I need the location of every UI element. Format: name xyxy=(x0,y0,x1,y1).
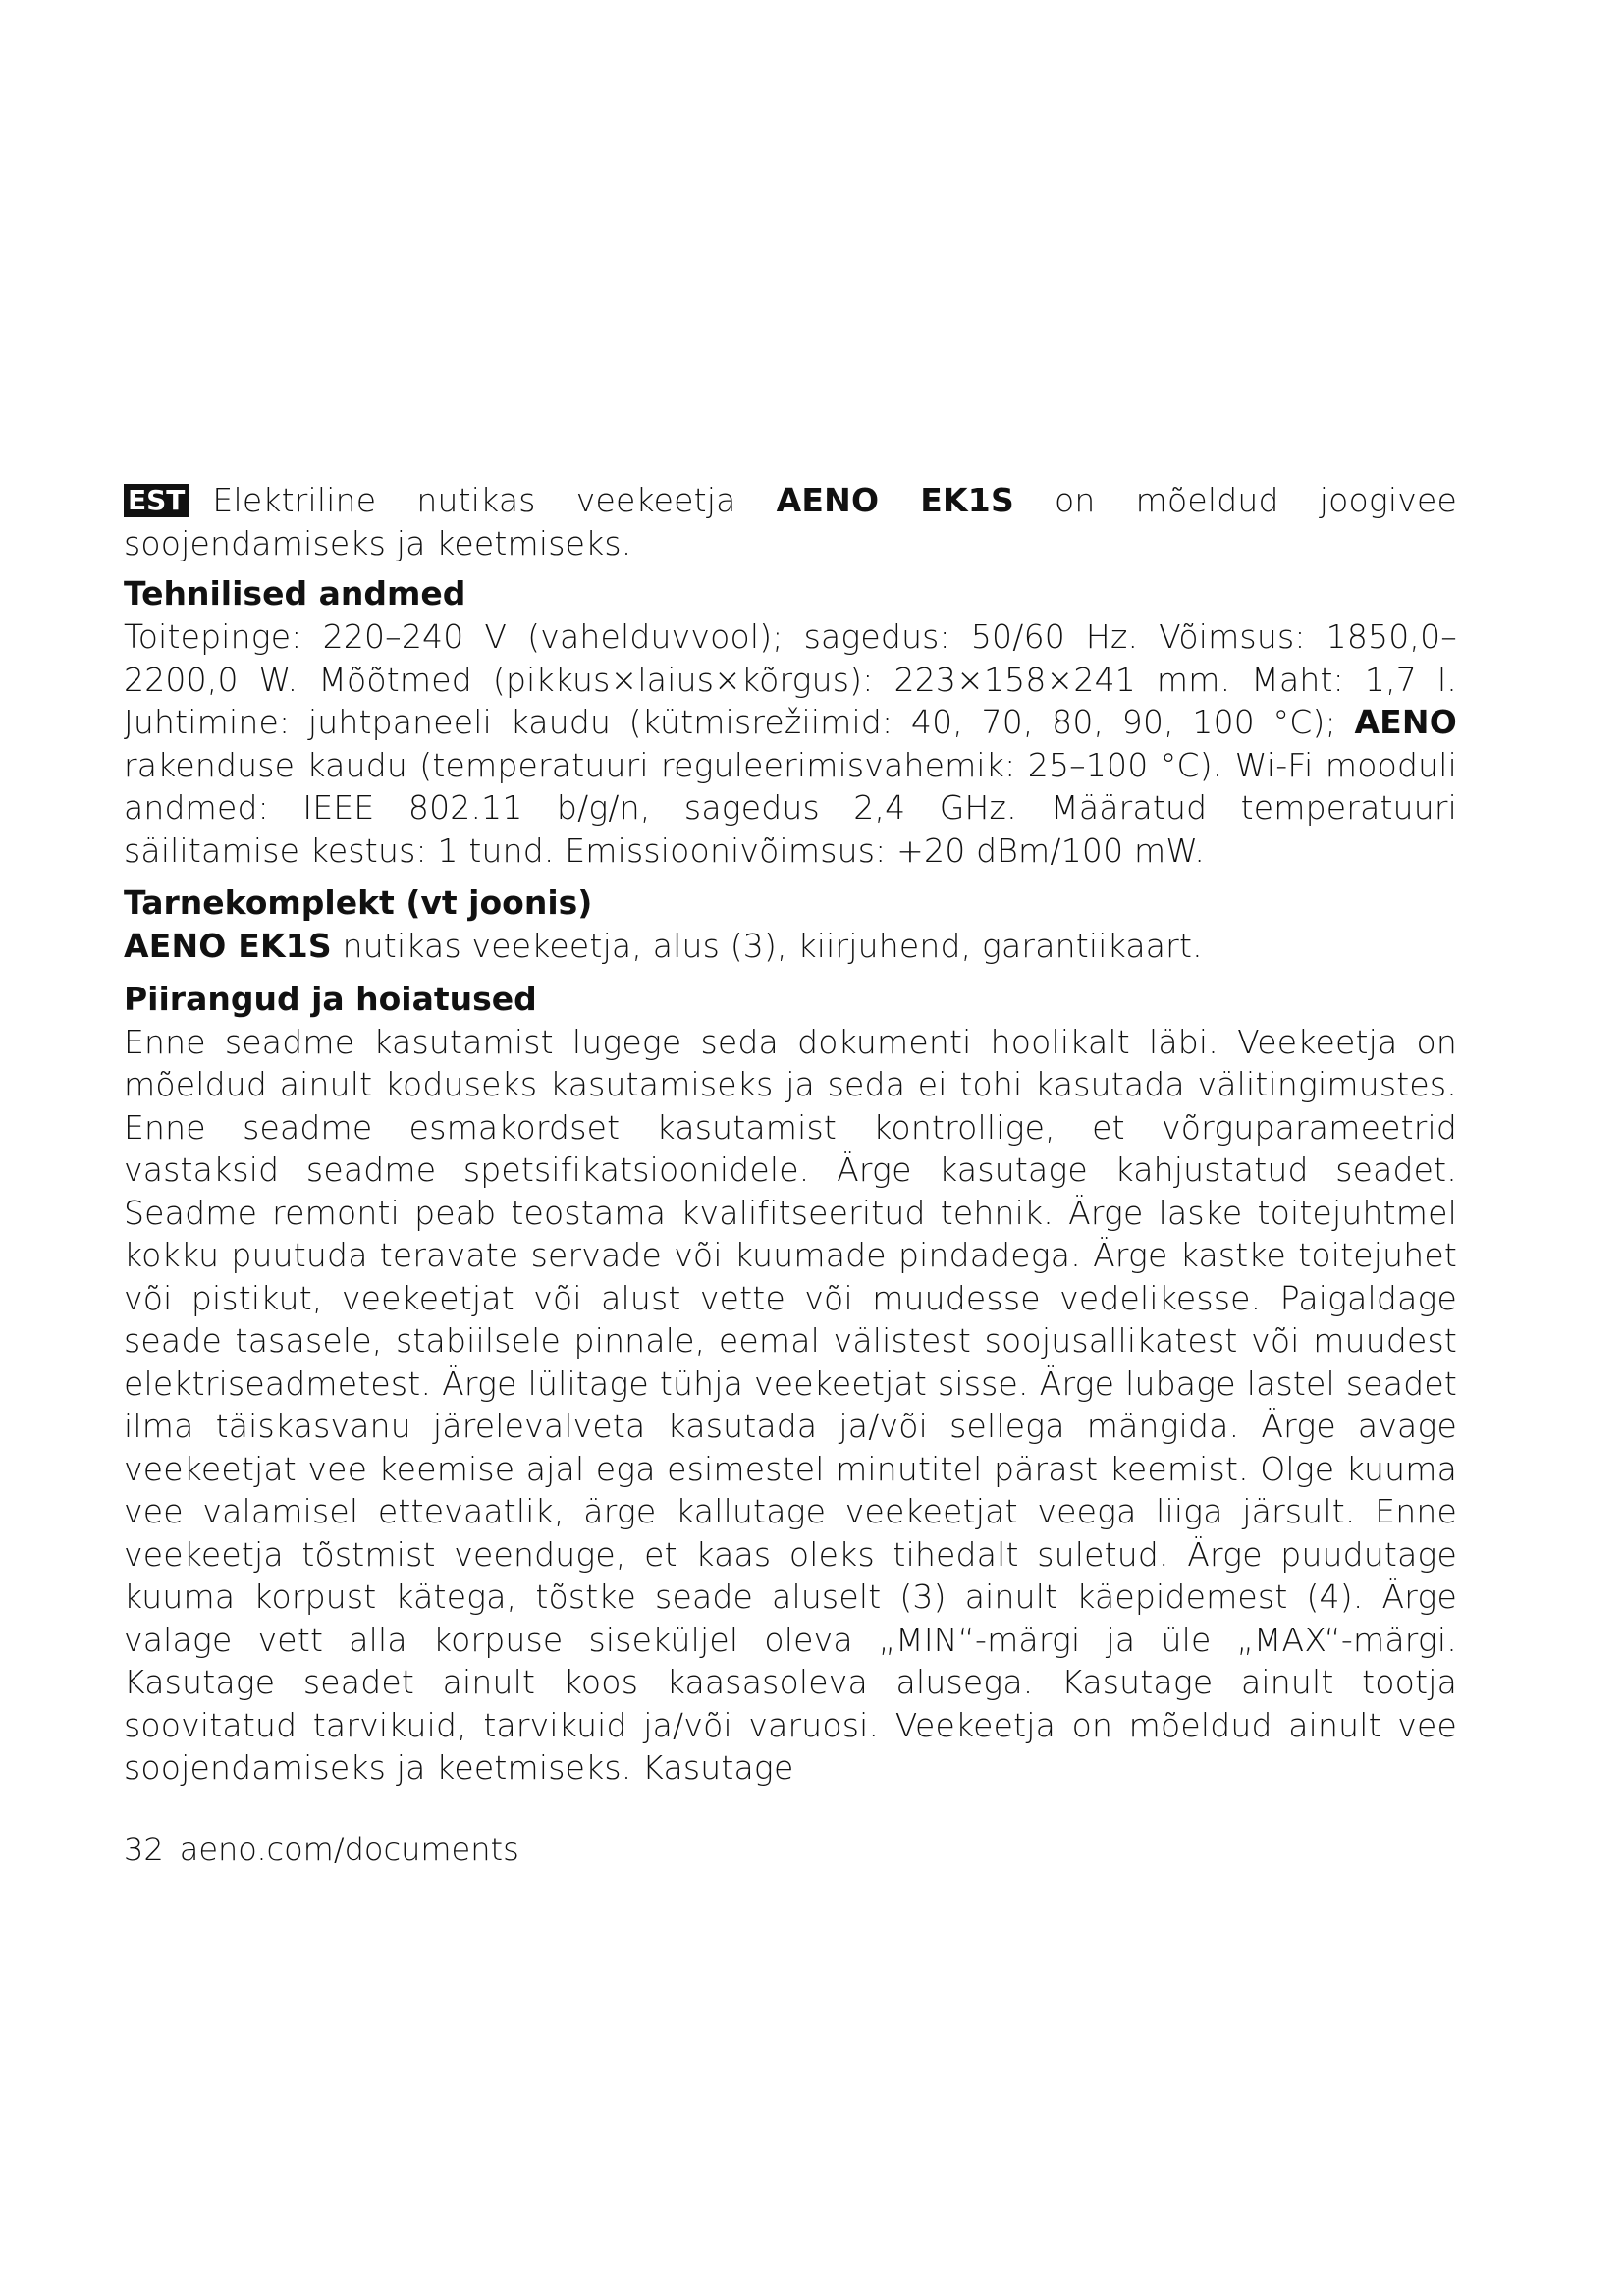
specs-brand: AENO xyxy=(1354,703,1457,741)
page-footer xyxy=(124,1830,519,1869)
specs-heading: Tehnilised andmed xyxy=(124,574,466,613)
intro-text-after: on mõeldud joogivee soojendamiseks ja keetmiseks. xyxy=(124,481,1457,562)
warnings-paragraph: Enne seadme kasutamist lugege seda dokumenti hoolikalt läbi. Veekeetja on mõeldud ainult koduseks kasutamiseks ja seda ei tohi kasutada välitingimustes. Enne seadme esmakordset kasutamist kontrollige, et võrguparameetrid vastaksid seadme spetsifikatsioonidele. Ärge kasutage kahjustatud seadet. Seadme remonti peab teostama kvalifitseeritud tehnik. Ärge laske toitejuhtmel kokku puutuda teravate servade või kuumade pindadega. Ärge kastke toitejuhet või pistikut, veekeetjat või alust vette või muudesse vedelikesse. Paigaldage seade tasasele, stabiilsele pinnale, eemal välistest soojusallikatest või muudest elektriseadmetest. Ärge lülitage tühja veekeetjat sisse. Ärge lubage lastel seadet ilma täiskasvanu järelevalveta kasutada ja/või sellega mängida. Ärge avage veekeetjat vee keemise ajal ega esimestel minutitel pärast keemist. Olge kuuma vee valamisel ettevaatlik, ärge kallutage veekeetjat veega liiga järsult. Enne veekeetja tõstmist veenduge, et kaas oleks tihedalt suletud. Ärge puudutage kuuma korpust kätega, tõstke seade aluselt (3) ainult käepidemest (4). Ärge valage vett alla korpuse siseküljel oleva „MIN“-märgi ja üle „MAX“-märgi. Kasutage seadet ainult koos kaasasoleva alusega. Kasutage ainult tootja soovitatud tarvikuid, tarvikuid ja/või varuosi. Veekeetja on mõeldud ainult vee soojendamiseks ja keetmiseks. Kasutage xyxy=(124,1022,1457,1787)
warnings-section xyxy=(124,978,1457,1789)
package-text: nutikas veekeetja, alus (3), kiirjuhend, garantiikaart. xyxy=(331,927,1203,965)
specs-text-before: Toitepinge: 220–240 V (vahelduvvool); sagedus: 50/60 Hz. Võimsus: 1850,0–2200,0 W. Mõõtmed (pikkus×laius×kõrgus): 223×158×241 mm. Maht: 1,7 l. Juhtimine: juhtpaneeli kaudu (kütmisrežiimid: 40, 70, 80, 90, 100 °C); xyxy=(124,617,1457,741)
page-number: 32 xyxy=(124,1831,164,1868)
specs-section xyxy=(124,572,1457,872)
package-section xyxy=(124,881,1457,968)
intro-text-before: Elektriline nutikas veekeetja xyxy=(212,481,777,519)
specs-text-after: rakenduse kaudu (temperatuuri reguleerimisvahemik: 25–100 °C). Wi-Fi mooduli andmed: IEEE 802.11 b/g/n, sagedus 2,4 GHz. Määratud temperatuuri säilitamise kestus: 1 tund. Emissioonivõimsus: +20 dBm/100 mW. xyxy=(124,745,1457,870)
specs-paragraph xyxy=(124,615,1457,872)
package-product-name: AENO EK1S xyxy=(124,927,332,965)
warnings-heading: Piirangud ja hoiatused xyxy=(124,979,537,1018)
footer-url[interactable]: aeno.com/documents xyxy=(179,1831,519,1868)
document-page xyxy=(124,479,1457,1799)
intro-paragraph xyxy=(124,479,1457,564)
language-badge: EST xyxy=(124,484,189,517)
intro-product-name: AENO EK1S xyxy=(776,481,1014,519)
package-paragraph xyxy=(124,925,1457,968)
package-heading: Tarnekomplekt (vt joonis) xyxy=(124,883,593,922)
